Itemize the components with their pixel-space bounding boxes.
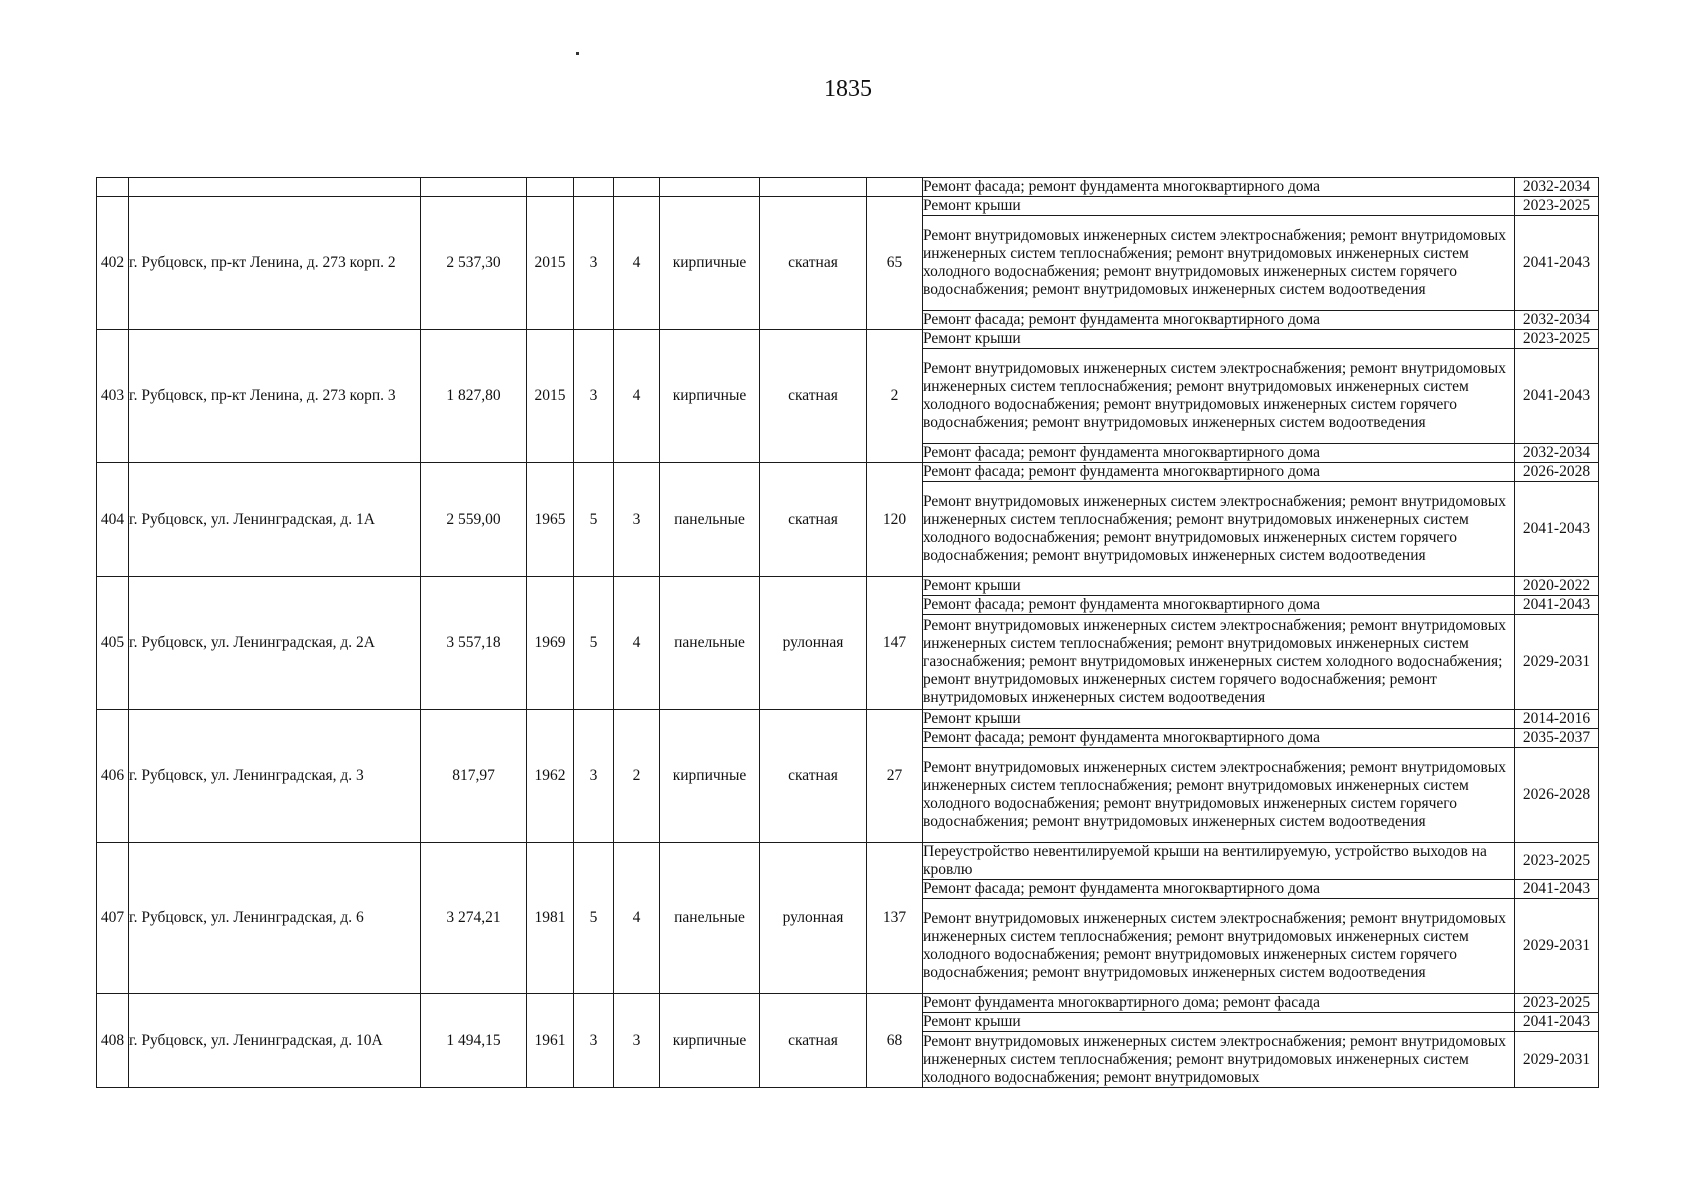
work-period: 2023-2025	[1515, 843, 1599, 880]
wall-material: кирпичные	[660, 330, 760, 463]
apartments: 27	[867, 710, 923, 843]
house-area: 2 559,00	[421, 463, 527, 577]
house-area: 3 557,18	[421, 577, 527, 710]
work-type: Ремонт внутридомовых инженерных систем электроснабжения; ремонт внутридомовых инженерных систем теплоснабжения; ремонт внутридомовых инженерных систем холодного водоснабжения; ремонт внутридомовых инженерных систем горячего водоснабжения; ремонт внутридомовых инженерных систем водоотведения	[923, 482, 1515, 577]
work-period: 2014-2016	[1515, 710, 1599, 729]
wall-material: панельные	[660, 843, 760, 994]
empty-cell	[660, 178, 760, 197]
work-type: Ремонт крыши	[923, 577, 1515, 596]
floors: 5	[574, 843, 614, 994]
roof-type: скатная	[760, 463, 867, 577]
entrances: 4	[614, 843, 660, 994]
row-number: 405	[97, 577, 129, 710]
apartments: 120	[867, 463, 923, 577]
work-period: 2026-2028	[1515, 463, 1599, 482]
build-year: 1981	[527, 843, 574, 994]
roof-type: скатная	[760, 994, 867, 1088]
house-address: г. Рубцовск, ул. Ленинградская, д. 1А	[129, 463, 421, 577]
roof-type: скатная	[760, 710, 867, 843]
wall-material: кирпичные	[660, 710, 760, 843]
work-type: Ремонт фундамента многоквартирного дома; ремонт фасада	[923, 994, 1515, 1013]
roof-type: рулонная	[760, 577, 867, 710]
page-number: 1835	[824, 76, 872, 102]
work-period: 2035-2037	[1515, 729, 1599, 748]
work-type: Ремонт крыши	[923, 1013, 1515, 1032]
table-row	[97, 463, 1599, 482]
house-area: 1 494,15	[421, 994, 527, 1088]
apartments: 68	[867, 994, 923, 1088]
work-type: Переустройство невентилируемой крыши на вентилируемую, устройство выходов на кровлю	[923, 843, 1515, 880]
empty-cell	[614, 178, 660, 197]
entrances: 3	[614, 463, 660, 577]
house-address: г. Рубцовск, пр-кт Ленина, д. 273 корп. 3	[129, 330, 421, 463]
floors: 3	[574, 197, 614, 330]
work-period: 2041-2043	[1515, 349, 1599, 444]
wall-material: кирпичные	[660, 994, 760, 1088]
empty-cell	[97, 178, 129, 197]
work-period: 2020-2022	[1515, 577, 1599, 596]
roof-type: скатная	[760, 330, 867, 463]
row-number: 406	[97, 710, 129, 843]
work-type: Ремонт крыши	[923, 197, 1515, 216]
work-type: Ремонт внутридомовых инженерных систем электроснабжения; ремонт внутридомовых инженерных систем теплоснабжения; ремонт внутридомовых инженерных систем газоснабжения; ремонт внутридомовых инженерных систем холодного водоснабжения; ремонт внутридомовых инженерных систем горячего водоснабжения; ремонт внутридомовых инженерных систем водоотведения	[923, 615, 1515, 710]
work-type: Ремонт крыши	[923, 330, 1515, 349]
scan-speck	[576, 52, 579, 55]
work-period: 2041-2043	[1515, 1013, 1599, 1032]
table-row	[97, 710, 1599, 729]
build-year: 1962	[527, 710, 574, 843]
entrances: 4	[614, 577, 660, 710]
work-period: 2029-2031	[1515, 899, 1599, 994]
empty-cell	[421, 178, 527, 197]
house-area: 2 537,30	[421, 197, 527, 330]
apartments: 137	[867, 843, 923, 994]
table-row	[97, 577, 1599, 596]
work-type: Ремонт внутридомовых инженерных систем электроснабжения; ремонт внутридомовых инженерных систем теплоснабжения; ремонт внутридомовых инженерных систем холодного водоснабжения; ремонт внутридомовых инженерных систем горячего водоснабжения; ремонт внутридомовых инженерных систем водоотведения	[923, 349, 1515, 444]
house-area: 817,97	[421, 710, 527, 843]
house-area: 1 827,80	[421, 330, 527, 463]
work-type: Ремонт фасада; ремонт фундамента многоквартирного дома	[923, 596, 1515, 615]
work-type: Ремонт внутридомовых инженерных систем электроснабжения; ремонт внутридомовых инженерных систем теплоснабжения; ремонт внутридомовых инженерных систем холодного водоснабжения; ремонт внутридомовых инженерных систем горячего водоснабжения; ремонт внутридомовых инженерных систем водоотведения	[923, 899, 1515, 994]
work-type: Ремонт фасада; ремонт фундамента многоквартирного дома	[923, 178, 1515, 197]
apartments: 147	[867, 577, 923, 710]
build-year: 1961	[527, 994, 574, 1088]
floors: 3	[574, 994, 614, 1088]
work-period: 2041-2043	[1515, 880, 1599, 899]
work-period: 2023-2025	[1515, 197, 1599, 216]
empty-cell	[867, 178, 923, 197]
entrances: 2	[614, 710, 660, 843]
work-type: Ремонт внутридомовых инженерных систем электроснабжения; ремонт внутридомовых инженерных систем теплоснабжения; ремонт внутридомовых инженерных систем холодного водоснабжения; ремонт внутридомовых инженерных систем горячего водоснабжения; ремонт внутридомовых инженерных систем водоотведения	[923, 748, 1515, 843]
empty-cell	[527, 178, 574, 197]
entrances: 3	[614, 994, 660, 1088]
work-period: 2026-2028	[1515, 748, 1599, 843]
build-year: 2015	[527, 197, 574, 330]
floors: 5	[574, 463, 614, 577]
work-period: 2032-2034	[1515, 311, 1599, 330]
work-type: Ремонт внутридомовых инженерных систем электроснабжения; ремонт внутридомовых инженерных систем теплоснабжения; ремонт внутридомовых инженерных систем холодного водоснабжения; ремонт внутридомовых	[923, 1032, 1515, 1088]
capital-repair-table	[96, 177, 1599, 1088]
work-type: Ремонт фасада; ремонт фундамента многоквартирного дома	[923, 463, 1515, 482]
house-address: г. Рубцовск, пр-кт Ленина, д. 273 корп. 2	[129, 197, 421, 330]
row-number: 407	[97, 843, 129, 994]
house-area: 3 274,21	[421, 843, 527, 994]
build-year: 1965	[527, 463, 574, 577]
empty-cell	[760, 178, 867, 197]
wall-material: панельные	[660, 577, 760, 710]
work-type: Ремонт фасада; ремонт фундамента многоквартирного дома	[923, 729, 1515, 748]
work-period: 2029-2031	[1515, 615, 1599, 710]
entrances: 4	[614, 197, 660, 330]
apartments: 65	[867, 197, 923, 330]
work-type: Ремонт фасада; ремонт фундамента многоквартирного дома	[923, 880, 1515, 899]
entrances: 4	[614, 330, 660, 463]
work-period: 2029-2031	[1515, 1032, 1599, 1088]
floors: 3	[574, 330, 614, 463]
wall-material: кирпичные	[660, 197, 760, 330]
row-number: 403	[97, 330, 129, 463]
work-period: 2023-2025	[1515, 330, 1599, 349]
row-number: 404	[97, 463, 129, 577]
row-number: 408	[97, 994, 129, 1088]
empty-cell	[129, 178, 421, 197]
roof-type: рулонная	[760, 843, 867, 994]
roof-type: скатная	[760, 197, 867, 330]
build-year: 1969	[527, 577, 574, 710]
house-address: г. Рубцовск, ул. Ленинградская, д. 3	[129, 710, 421, 843]
table-row	[97, 197, 1599, 216]
build-year: 2015	[527, 330, 574, 463]
table-row	[97, 843, 1599, 880]
row-number: 402	[97, 197, 129, 330]
work-period: 2041-2043	[1515, 482, 1599, 577]
apartments: 2	[867, 330, 923, 463]
floors: 3	[574, 710, 614, 843]
work-period: 2041-2043	[1515, 596, 1599, 615]
house-address: г. Рубцовск, ул. Ленинградская, д. 6	[129, 843, 421, 994]
work-period: 2023-2025	[1515, 994, 1599, 1013]
work-type: Ремонт крыши	[923, 710, 1515, 729]
floors: 5	[574, 577, 614, 710]
table-row	[97, 178, 1599, 197]
work-type: Ремонт фасада; ремонт фундамента многоквартирного дома	[923, 311, 1515, 330]
work-type: Ремонт фасада; ремонт фундамента многоквартирного дома	[923, 444, 1515, 463]
house-address: г. Рубцовск, ул. Ленинградская, д. 10А	[129, 994, 421, 1088]
table-row	[97, 330, 1599, 349]
work-period: 2041-2043	[1515, 216, 1599, 311]
work-period: 2032-2034	[1515, 178, 1599, 197]
work-period: 2032-2034	[1515, 444, 1599, 463]
wall-material: панельные	[660, 463, 760, 577]
work-type: Ремонт внутридомовых инженерных систем электроснабжения; ремонт внутридомовых инженерных систем теплоснабжения; ремонт внутридомовых инженерных систем холодного водоснабжения; ремонт внутридомовых инженерных систем горячего водоснабжения; ремонт внутридомовых инженерных систем водоотведения	[923, 216, 1515, 311]
house-address: г. Рубцовск, ул. Ленинградская, д. 2А	[129, 577, 421, 710]
table-row	[97, 994, 1599, 1013]
empty-cell	[574, 178, 614, 197]
